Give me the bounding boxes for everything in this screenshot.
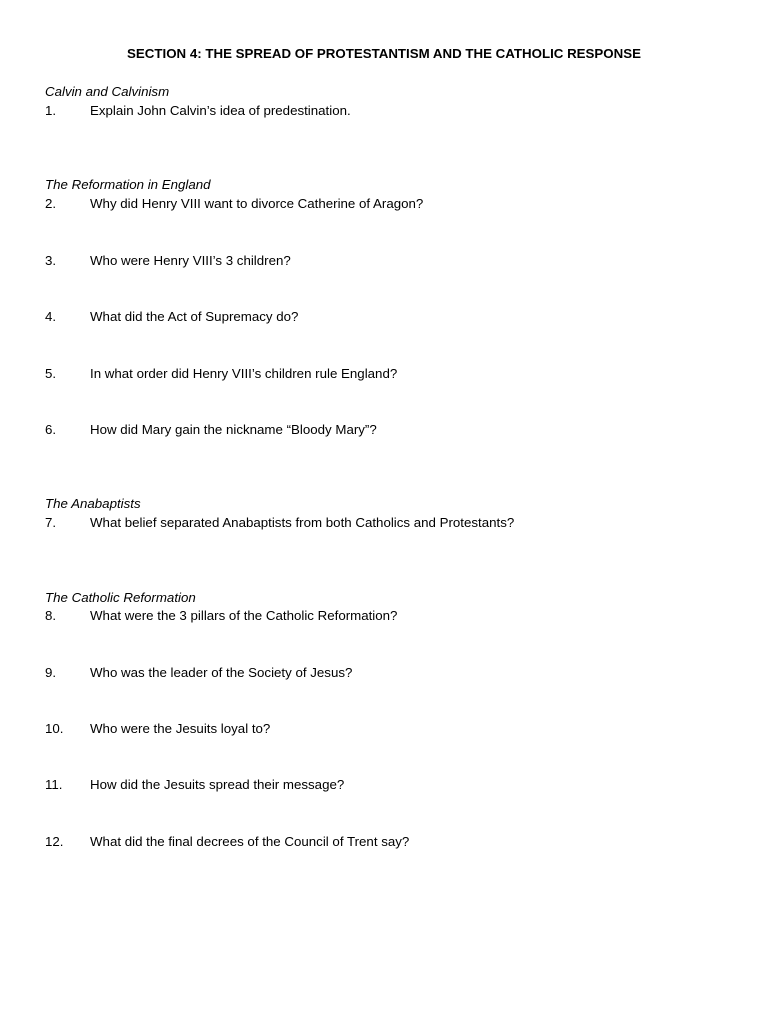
section-heading-england: The Reformation in England	[45, 177, 211, 192]
page-title: SECTION 4: THE SPREAD OF PROTESTANTISM AND THE CATHOLIC RESPONSE	[127, 46, 641, 61]
question-9	[45, 665, 352, 681]
question-7	[45, 515, 514, 531]
question-8	[45, 608, 397, 624]
question-text: What did the Act of Supremacy do?	[90, 309, 299, 324]
question-6	[45, 422, 377, 438]
section-heading-calvin: Calvin and Calvinism	[45, 84, 170, 99]
question-11	[45, 777, 344, 793]
question-number: 4.	[45, 309, 57, 324]
question-text: In what order did Henry VIII’s children rule England?	[90, 366, 398, 381]
question-number: 11.	[45, 777, 63, 792]
question-number: 3.	[45, 253, 57, 268]
question-text: Explain John Calvin’s idea of predestination.	[90, 103, 351, 118]
question-text: Who were the Jesuits loyal to?	[90, 721, 271, 736]
question-1	[45, 103, 351, 119]
section-heading-anabaptists: The Anabaptists	[45, 496, 141, 511]
question-text: What belief separated Anabaptists from both Catholics and Protestants?	[90, 515, 515, 530]
question-text: What did the final decrees of the Council of Trent say?	[90, 834, 410, 849]
section-heading-catholic-reformation: The Catholic Reformation	[45, 590, 196, 605]
question-text: What were the 3 pillars of the Catholic Reformation?	[90, 608, 398, 623]
question-number: 7.	[45, 515, 57, 530]
question-number: 10.	[45, 721, 64, 736]
question-text: Who were Henry VIII’s 3 children?	[90, 253, 291, 268]
question-text: How did Mary gain the nickname “Bloody Mary”?	[90, 422, 377, 437]
question-number: 1.	[45, 103, 57, 118]
question-5	[45, 366, 397, 382]
question-number: 8.	[45, 608, 57, 623]
question-number: 9.	[45, 665, 57, 680]
question-12	[45, 834, 409, 850]
question-text: Who was the leader of the Society of Jesus?	[90, 665, 353, 680]
question-number: 12.	[45, 834, 64, 849]
question-3	[45, 253, 291, 269]
question-text: Why did Henry VIII want to divorce Catherine of Aragon?	[90, 196, 424, 211]
question-2	[45, 196, 423, 212]
question-number: 2.	[45, 196, 57, 211]
question-4	[45, 309, 298, 325]
question-text: How did the Jesuits spread their message?	[90, 777, 345, 792]
question-10	[45, 721, 270, 737]
question-number: 5.	[45, 366, 57, 381]
question-number: 6.	[45, 422, 57, 437]
